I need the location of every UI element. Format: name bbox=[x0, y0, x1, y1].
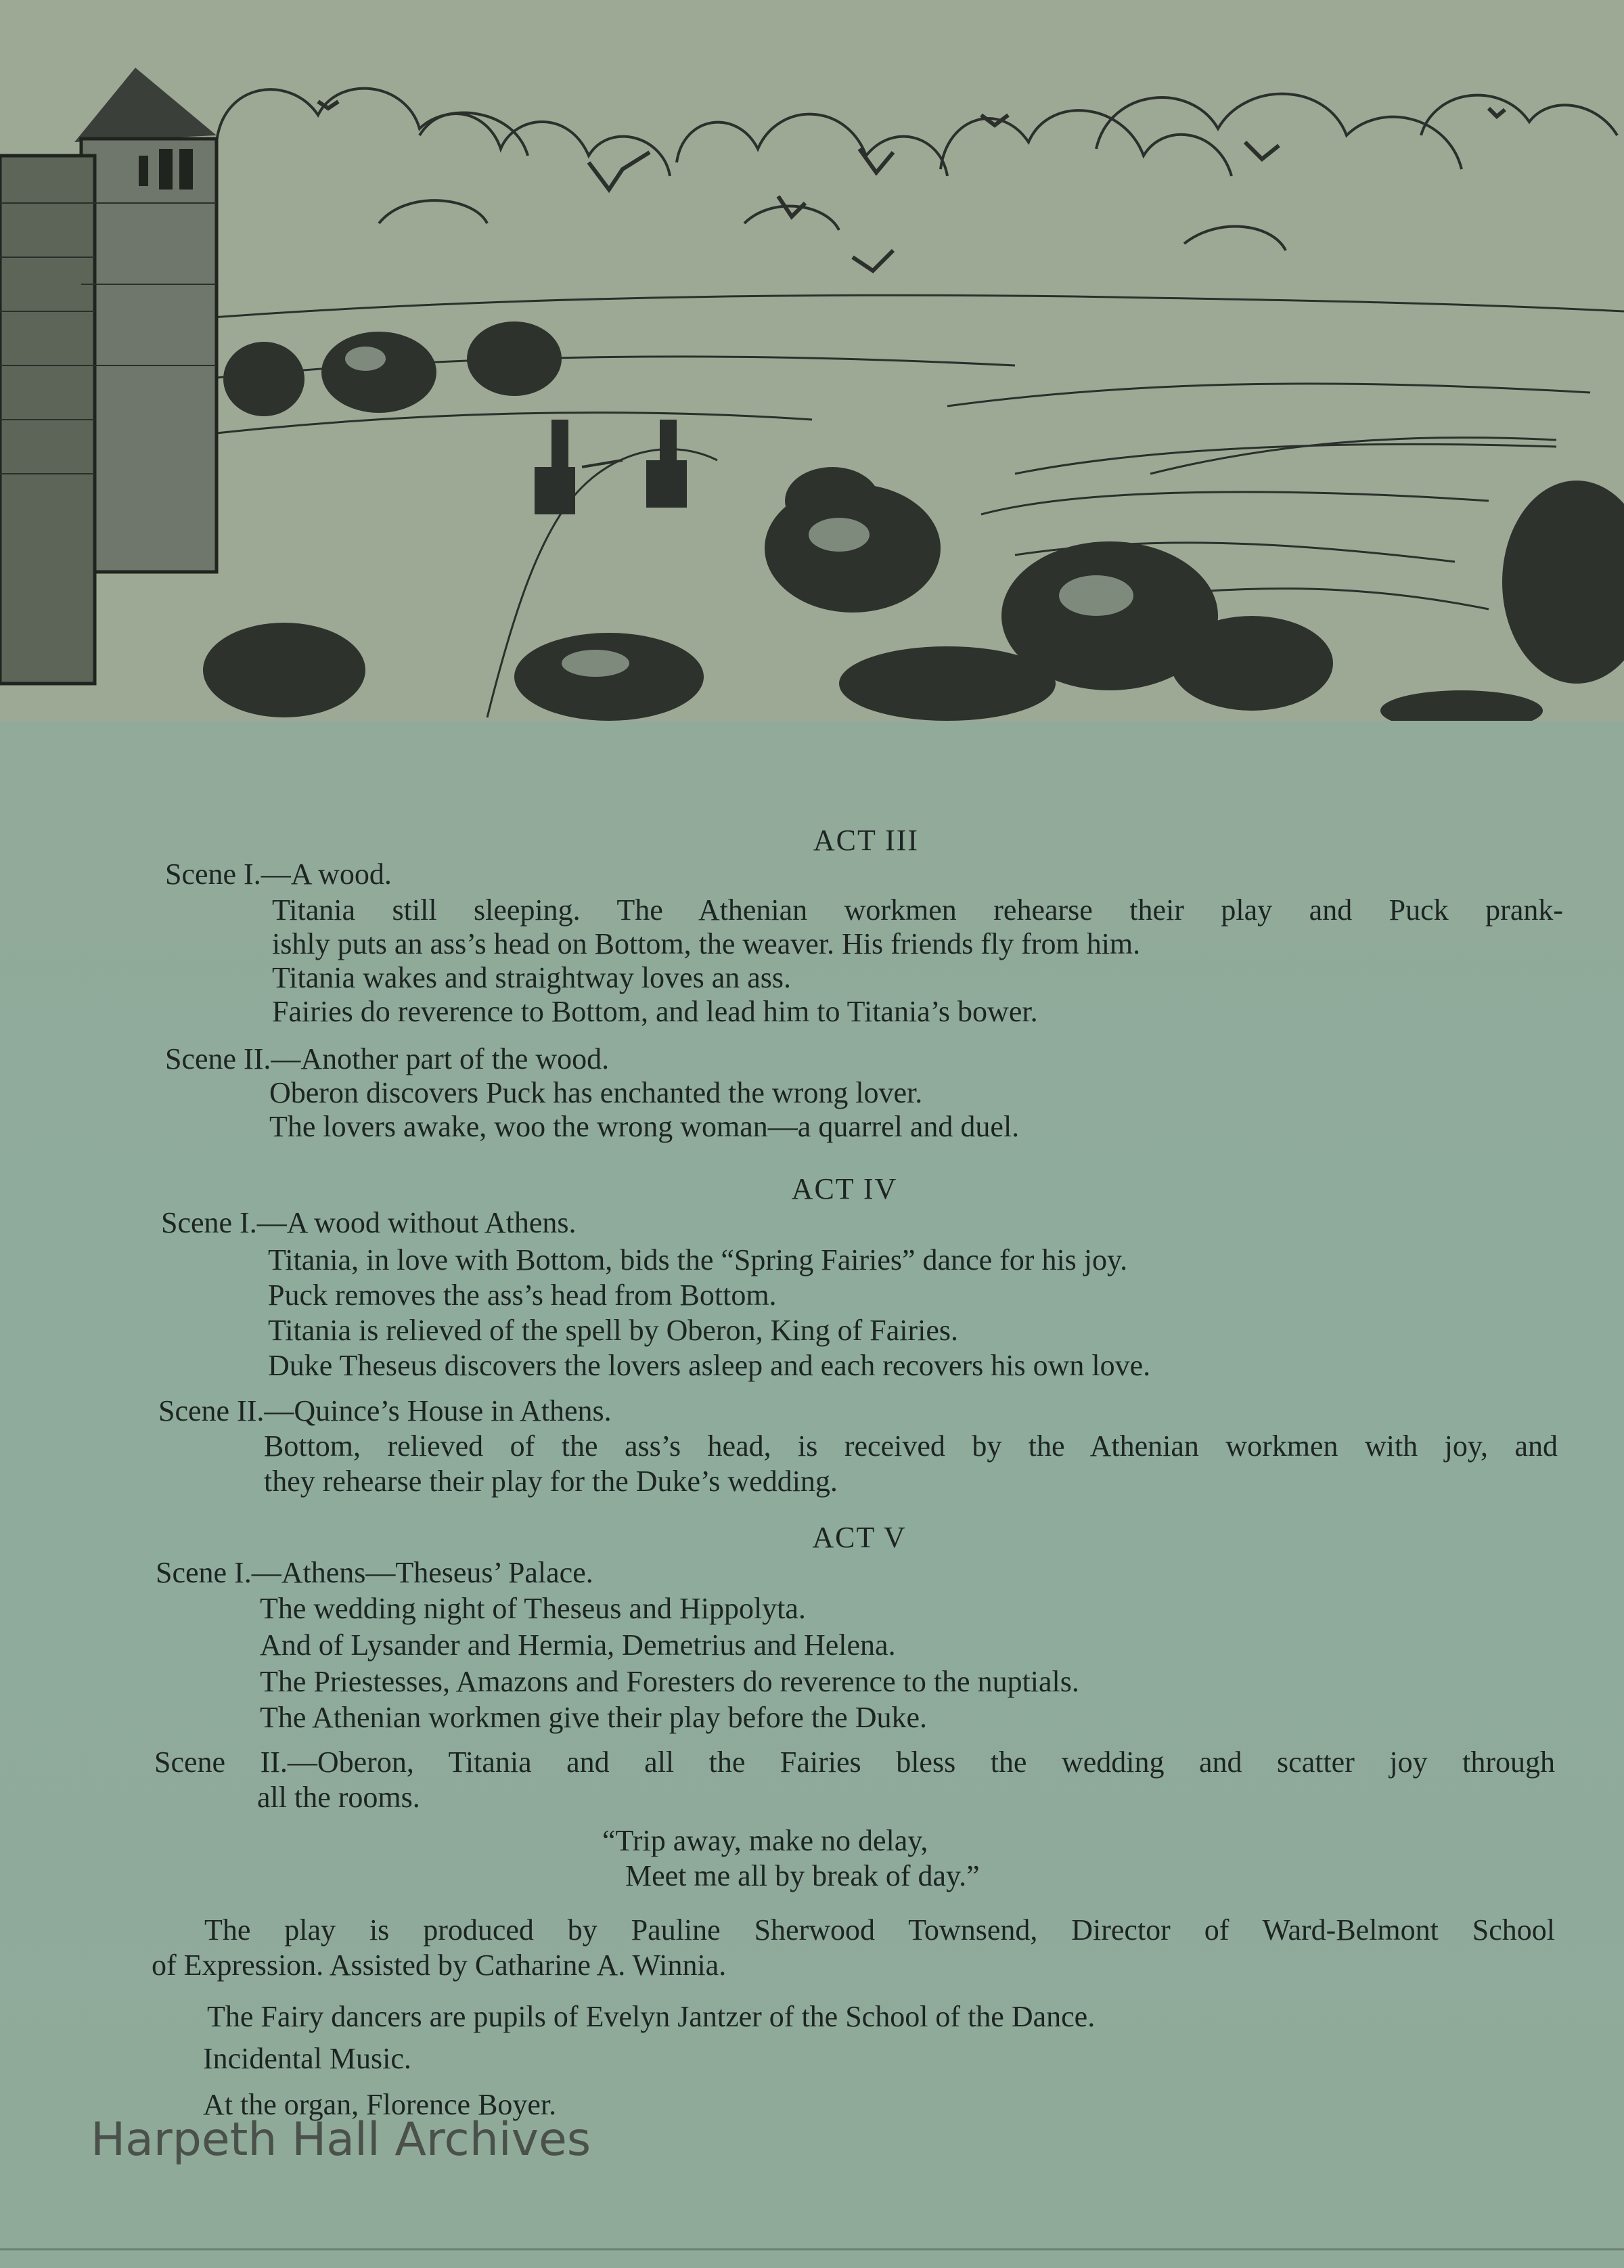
scene-line: Duke Theseus discovers the lovers asleep and each recovers his own love. bbox=[268, 1349, 1151, 1382]
music-credit: Incidental Music. bbox=[203, 2042, 411, 2075]
scene-line: Titania wakes and straightway loves an ass. bbox=[272, 961, 792, 994]
act-heading: ACT V bbox=[812, 1521, 907, 1554]
scene-line: they rehearse their play for the Duke’s wedding. bbox=[264, 1465, 838, 1498]
scene-line: Oberon discovers Puck has enchanted the wrong lover. bbox=[269, 1076, 923, 1109]
scene-line: Titania, in love with Bottom, bids the “Spring Fairies” dance for his joy. bbox=[268, 1243, 1128, 1276]
scene-line: The Priestesses, Amazons and Foresters do reverence to the nuptials. bbox=[260, 1665, 1079, 1698]
scene-line: Fairies do reverence to Bottom, and lead him to Titania’s bower. bbox=[272, 995, 1038, 1028]
horse-riders bbox=[535, 420, 687, 514]
scene-title: Scene I.—Athens—Theseus’ Palace. bbox=[156, 1556, 593, 1589]
scene-line: The wedding night of Theseus and Hippolyta. bbox=[260, 1592, 806, 1625]
header-illustration bbox=[0, 0, 1624, 721]
page-edge-line bbox=[0, 2248, 1624, 2250]
scene-title: Scene II.—Quince’s House in Athens. bbox=[158, 1394, 612, 1427]
organ-credit: At the organ, Florence Boyer. bbox=[203, 2088, 557, 2121]
act-heading: ACT IV bbox=[791, 1172, 898, 1205]
castle-landscape-illustration bbox=[0, 0, 1624, 721]
castle-tower bbox=[0, 68, 217, 684]
scene-line: all the rooms. bbox=[257, 1781, 420, 1814]
dancers-credit: The Fairy dancers are pupils of Evelyn Jantzer of the School of the Dance. bbox=[207, 2000, 1096, 2033]
scene-title: Scene II.—Oberon, Titania and all the Fairies bless the wedding and scatter joy through bbox=[154, 1746, 1555, 1779]
closing-quote-line-1: “Trip away, make no delay, bbox=[602, 1824, 928, 1857]
scene-title: Scene I.—A wood without Athens. bbox=[161, 1206, 577, 1239]
scene-line: Titania is relieved of the spell by Oberon, King of Fairies. bbox=[268, 1314, 958, 1347]
scene-title: Scene I.—A wood. bbox=[165, 858, 392, 891]
scene-line: ishly puts an ass’s head on Bottom, the weaver. His friends fly from him. bbox=[272, 927, 1141, 960]
scene-line: Bottom, relieved of the ass’s head, is received by the Athenian workmen with joy, and bbox=[264, 1429, 1558, 1463]
closing-quote-line-2: Meet me all by break of day.” bbox=[625, 1859, 980, 1892]
trees bbox=[203, 321, 1624, 721]
act-heading: ACT III bbox=[813, 824, 920, 857]
clouds bbox=[217, 89, 1617, 250]
scene-line: The lovers awake, woo the wrong woman—a quarrel and duel. bbox=[269, 1110, 1020, 1143]
scene-line: And of Lysander and Hermia, Demetrius and Helena. bbox=[260, 1628, 896, 1662]
scene-line: Puck removes the ass’s head from Bottom. bbox=[268, 1278, 777, 1312]
producer-credit-line-2: of Expression. Assisted by Catharine A. Winnia. bbox=[152, 1949, 727, 1982]
scene-line: The Athenian workmen give their play before the Duke. bbox=[260, 1701, 928, 1734]
archive-watermark: Harpeth Hall Archives bbox=[91, 2113, 591, 2166]
scene-title: Scene II.—Another part of the wood. bbox=[165, 1042, 610, 1075]
scene-line: Titania still sleeping. The Athenian workmen rehearse their play and Puck prank- bbox=[272, 893, 1563, 927]
producer-credit-line-1: The play is produced by Pauline Sherwood Townsend, Director of Ward-Belmont School bbox=[204, 1913, 1555, 1947]
birds bbox=[318, 102, 1505, 271]
